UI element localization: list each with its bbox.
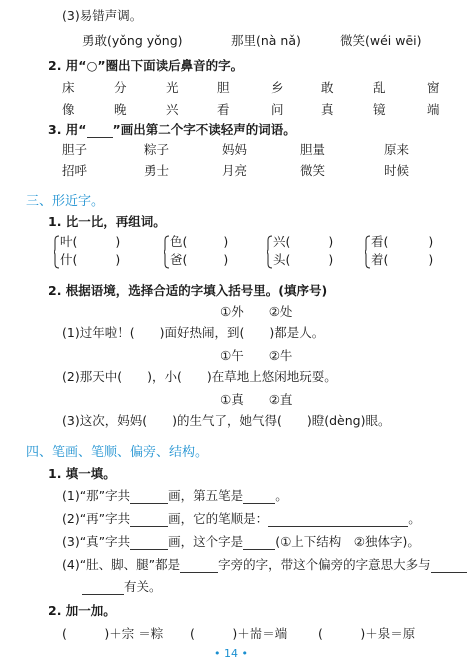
fill-line-3: (3)“真”字共 画，这个字是 (①上下结构 ②独体字)。: [62, 534, 420, 549]
answer-blank[interactable]: [180, 559, 218, 573]
pair-close: ): [328, 252, 334, 267]
word-item[interactable]: 妈妈: [222, 142, 248, 157]
brace-icon: [54, 235, 60, 269]
pair-close: ): [328, 234, 334, 249]
pair-char: 什(: [60, 252, 78, 267]
answer-blank[interactable]: [431, 559, 467, 573]
char-item[interactable]: 床: [62, 80, 75, 95]
word-item[interactable]: 胆量: [300, 142, 326, 157]
fill-line-4: (4)“肚、脚、腿”都是 字旁的字，带这个偏旁的字意思大多与: [62, 555, 467, 573]
pair-close: ): [223, 252, 229, 267]
word-item[interactable]: 时候: [384, 163, 410, 178]
section-4-title: 四、笔画、笔顺、偏旁、结构。: [26, 445, 209, 460]
page-number: • 14 •: [214, 647, 248, 660]
light-row-1: [62, 140, 409, 158]
add-item-1[interactable]: ( )＋宗 ＝粽: [62, 626, 164, 641]
q3-light-title: 3. 用“ ”画出第二个字不读轻声的词语。: [48, 122, 296, 137]
char-item[interactable]: 像: [62, 102, 75, 117]
options-3: ①真 ②直: [220, 392, 293, 407]
compare-pair-4: [371, 233, 433, 269]
compare-pair-1: [60, 233, 120, 269]
word-item[interactable]: 招呼: [62, 163, 88, 178]
brace-icon: [164, 235, 170, 269]
tone-item-1: 勇敢(yǒng yǒng): [82, 33, 183, 48]
q2-circle-title: 2. 用“○”圈出下面读后鼻音的字。: [48, 58, 244, 73]
char-item[interactable]: 乡: [271, 80, 284, 95]
circle-row-1: [62, 78, 440, 96]
add-item-3[interactable]: ( )＋泉＝原: [318, 626, 416, 641]
char-item[interactable]: 乱: [373, 80, 386, 95]
compare-pair-3: [273, 233, 333, 269]
s4-q1-title: 1. 填一填。: [48, 466, 116, 481]
pair-char: 色(: [170, 234, 188, 249]
pair-char: 叶(: [60, 234, 78, 249]
pair-close: ): [115, 234, 121, 249]
fill-line-5: 有关。: [82, 577, 162, 595]
brace-icon: [267, 235, 273, 269]
underline-mark: [87, 124, 113, 138]
answer-blank[interactable]: [130, 513, 168, 527]
s3-q1-title: 1. 比一比，再组词。: [48, 214, 166, 229]
char-item[interactable]: 窗: [427, 80, 440, 95]
pair-char: 看(: [371, 234, 389, 249]
pair-char: 兴(: [273, 234, 291, 249]
char-item[interactable]: 晚: [114, 102, 127, 117]
pair-close: ): [428, 252, 434, 267]
char-item[interactable]: 敢: [321, 80, 334, 95]
char-item[interactable]: 兴: [166, 102, 179, 117]
section-3-title: 三、形近字。: [26, 194, 105, 209]
sentence-2: (2)那天中( )，小( )在草地上悠闲地玩耍。: [62, 369, 337, 384]
char-item[interactable]: 问: [271, 102, 284, 117]
light-row-2: [62, 161, 409, 179]
q3-title: (3)易错声调。: [62, 8, 143, 23]
char-item[interactable]: 真: [321, 102, 334, 117]
sentence-3: (3)这次，妈妈( )的生气了，她气得( )瞪(dèng)眼。: [62, 413, 391, 428]
char-item[interactable]: 镜: [373, 102, 386, 117]
word-item[interactable]: 勇士: [144, 163, 170, 178]
word-item[interactable]: 原来: [384, 142, 410, 157]
word-item[interactable]: 粽子: [144, 142, 170, 157]
fill-line-1: (1)“那”字共 画，第五笔是 。: [62, 488, 288, 503]
s3-q2-title: 2. 根据语境，选择合适的字填入括号里。(填序号): [48, 283, 328, 298]
char-item[interactable]: 看: [217, 102, 230, 117]
answer-blank[interactable]: [268, 513, 408, 527]
pair-char: 着(: [371, 252, 389, 267]
compare-pair-2: [170, 233, 228, 269]
tone-item-2: 那里(nà nǎ): [231, 33, 301, 48]
pair-close: ): [223, 234, 229, 249]
s4-q2-title: 2. 加一加。: [48, 603, 116, 618]
pair-close: ): [428, 234, 434, 249]
options-1: ①外 ②处: [220, 304, 293, 319]
pair-char: 头(: [273, 252, 291, 267]
char-item[interactable]: 光: [166, 80, 179, 95]
tone-item-3: 微笑(wéi wēi): [340, 33, 422, 48]
word-item[interactable]: 月亮: [222, 163, 248, 178]
pair-close: ): [115, 252, 121, 267]
char-item[interactable]: 胆: [217, 80, 230, 95]
char-item[interactable]: 分: [114, 80, 127, 95]
fill-line-2: (2)“再”字共 画，它的笔顺是： 。: [62, 511, 421, 526]
circle-row-2: [62, 100, 440, 118]
brace-icon: [365, 235, 371, 269]
add-item-2[interactable]: ( )＋耑＝端: [190, 626, 288, 641]
word-item[interactable]: 胆子: [62, 142, 88, 157]
word-item[interactable]: 微笑: [300, 163, 326, 178]
answer-blank[interactable]: [243, 536, 275, 550]
sentence-1: (1)过年啦！( )面好热闹，到( )都是人。: [62, 325, 325, 340]
answer-blank[interactable]: [130, 536, 168, 550]
answer-blank[interactable]: [130, 490, 168, 504]
answer-blank[interactable]: [243, 490, 275, 504]
options-2: ①午 ②牛: [220, 348, 293, 363]
answer-blank[interactable]: [82, 581, 124, 595]
char-item[interactable]: 端: [427, 102, 440, 117]
pair-char: 爸(: [170, 252, 188, 267]
